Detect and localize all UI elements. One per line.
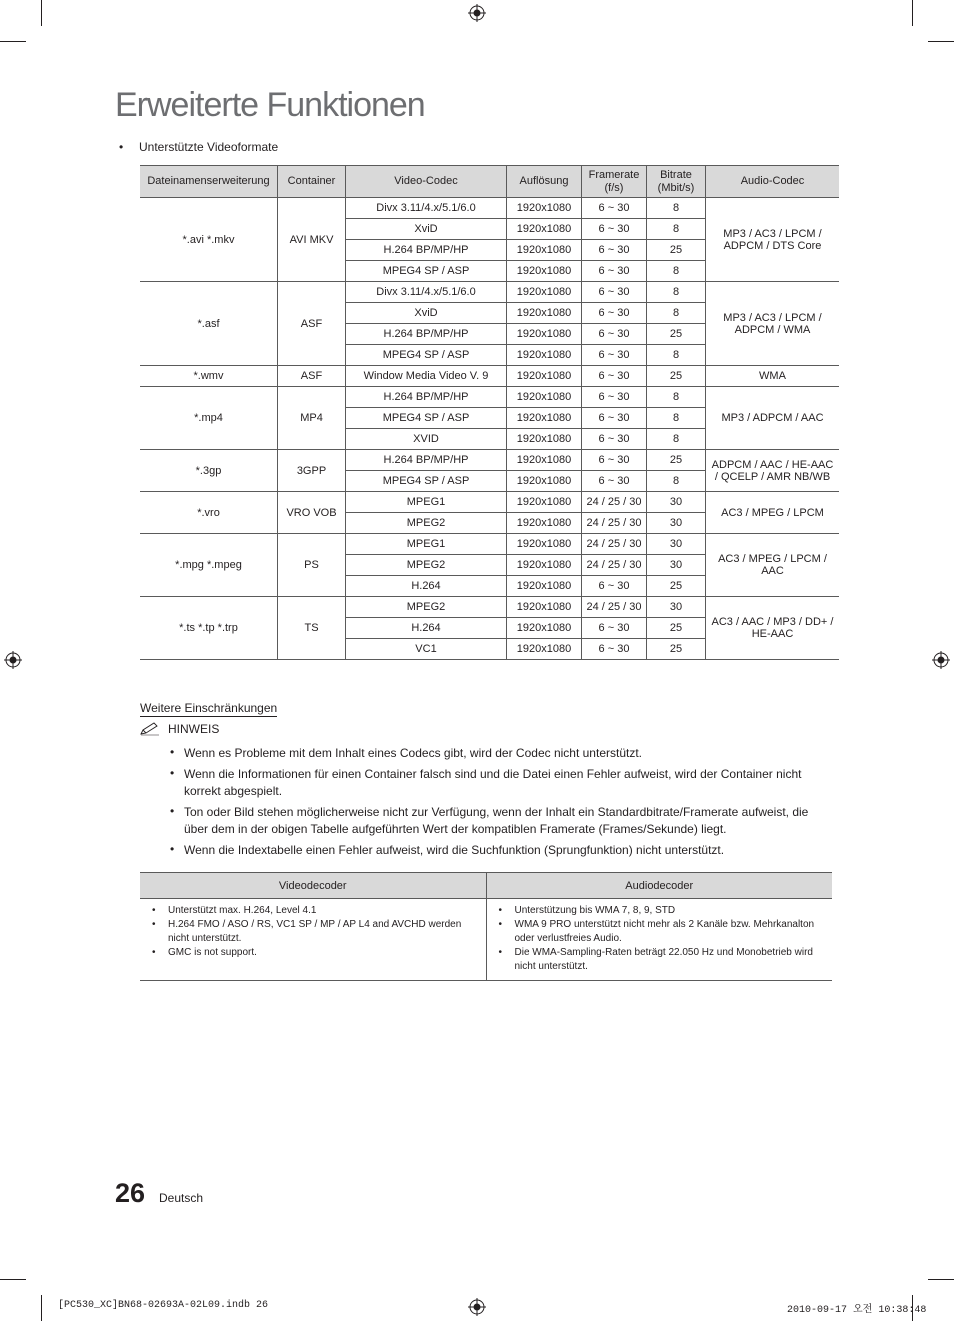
page-number: 26	[115, 1178, 146, 1208]
resolution-cell: 1920x1080	[507, 303, 582, 324]
bitrate-cell: 8	[647, 219, 706, 240]
framerate-cell: 6 ~ 30	[582, 471, 647, 492]
container-cell: ASF	[278, 366, 346, 387]
video-decoder-list	[146, 904, 480, 960]
crop-mark	[41, 0, 42, 26]
table-row	[140, 387, 839, 408]
resolution-cell: 1920x1080	[507, 345, 582, 366]
col-header: Audio-Codec	[706, 166, 840, 198]
audio-codec-cell: MP3 / ADPCM / AAC	[706, 387, 840, 450]
video-decoder-cell	[140, 899, 486, 981]
bitrate-cell: 8	[647, 261, 706, 282]
extension-cell: *.mpg *.mpeg	[140, 534, 278, 597]
resolution-cell: 1920x1080	[507, 198, 582, 219]
container-cell: PS	[278, 534, 346, 597]
resolution-cell: 1920x1080	[507, 555, 582, 576]
list-item: • Die WMA-Sampling-Raten beträgt 22.050 Hz und Monobetrieb wird nicht unterstützt.	[493, 946, 827, 974]
framerate-cell: 6 ~ 30	[582, 324, 647, 345]
framerate-cell: 6 ~ 30	[582, 240, 647, 261]
restrictions-list	[168, 745, 833, 863]
video-codec-cell: XviD	[346, 219, 507, 240]
framerate-cell: 6 ~ 30	[582, 261, 647, 282]
bitrate-cell: 30	[647, 555, 706, 576]
framerate-cell: 6 ~ 30	[582, 387, 647, 408]
framerate-cell: 24 / 25 / 30	[582, 597, 647, 618]
bitrate-cell: 8	[647, 429, 706, 450]
audio-codec-cell: AC3 / MPEG / LPCM / AAC	[706, 534, 840, 597]
audio-codec-cell: WMA	[706, 366, 840, 387]
video-codec-cell: VC1	[346, 639, 507, 660]
crop-mark	[928, 41, 954, 42]
audio-decoder-header: Audiodecoder	[486, 873, 832, 899]
bitrate-cell: 8	[647, 282, 706, 303]
audio-codec-cell: ADPCM / AAC / HE-AAC / QCELP / AMR NB/WB	[706, 450, 840, 492]
list-item: • GMC is not support.	[146, 946, 480, 960]
registration-mark-icon	[932, 651, 950, 669]
pencil-note-icon	[140, 722, 160, 736]
bitrate-cell: 25	[647, 324, 706, 345]
list-item: • Wenn es Probleme mit dem Inhalt eines Codecs gibt, wird der Codec nicht unterstützt.	[168, 745, 833, 762]
extension-cell: *.asf	[140, 282, 278, 366]
video-codec-cell: MPEG2	[346, 513, 507, 534]
framerate-cell: 24 / 25 / 30	[582, 513, 647, 534]
crop-mark	[0, 1279, 26, 1280]
extension-cell: *.wmv	[140, 366, 278, 387]
table-row	[140, 492, 839, 513]
footer-timestamp: 2010-09-17 오전 10:38:48	[787, 1305, 927, 1316]
page-title: Erweiterte Funktionen	[115, 86, 425, 124]
container-cell: 3GPP	[278, 450, 346, 492]
video-codec-cell: XVID	[346, 429, 507, 450]
video-codec-cell: MPEG4 SP / ASP	[346, 408, 507, 429]
table-row	[140, 366, 839, 387]
bullet-icon: •	[119, 140, 124, 154]
bitrate-cell: 30	[647, 534, 706, 555]
bitrate-cell: 8	[647, 471, 706, 492]
bitrate-cell: 30	[647, 513, 706, 534]
crop-mark	[0, 41, 26, 42]
framerate-cell: 6 ~ 30	[582, 408, 647, 429]
bitrate-cell: 25	[647, 618, 706, 639]
col-header: Container	[278, 166, 346, 198]
resolution-cell: 1920x1080	[507, 429, 582, 450]
video-codec-cell: XviD	[346, 303, 507, 324]
video-codec-cell: H.264	[346, 576, 507, 597]
audio-codec-cell: MP3 / AC3 / LPCM / ADPCM / DTS Core	[706, 198, 840, 282]
framerate-cell: 24 / 25 / 30	[582, 534, 647, 555]
resolution-cell: 1920x1080	[507, 513, 582, 534]
bitrate-cell: 8	[647, 303, 706, 324]
framerate-cell: 24 / 25 / 30	[582, 555, 647, 576]
video-codec-cell: MPEG4 SP / ASP	[346, 345, 507, 366]
resolution-cell: 1920x1080	[507, 282, 582, 303]
table-row	[140, 198, 839, 219]
list-item: • H.264 FMO / ASO / RS, VC1 SP / MP / AP L4 and AVCHD werden nicht unterstützt.	[146, 918, 480, 946]
resolution-cell: 1920x1080	[507, 219, 582, 240]
container-cell: ASF	[278, 282, 346, 366]
framerate-cell: 24 / 25 / 30	[582, 492, 647, 513]
table-row	[140, 450, 839, 471]
resolution-cell: 1920x1080	[507, 471, 582, 492]
resolution-cell: 1920x1080	[507, 261, 582, 282]
bitrate-cell: 25	[647, 639, 706, 660]
list-item: • Ton oder Bild stehen möglicherweise nicht zur Verfügung, wenn der Inhalt ein Standardbitrate/Framerate aufweist, die über dem in der obigen Tabelle aufgeführten Wert der kompatiblen Framerate (Frames/Sekunde) liegt.	[168, 804, 833, 838]
audio-decoder-cell	[486, 899, 832, 981]
audio-codec-cell: MP3 / AC3 / LPCM / ADPCM / WMA	[706, 282, 840, 366]
extension-cell: *.avi *.mkv	[140, 198, 278, 282]
note-label: HINWEIS	[168, 722, 220, 736]
audio-codec-cell: AC3 / AAC / MP3 / DD+ / HE-AAC	[706, 597, 840, 660]
framerate-cell: 6 ~ 30	[582, 450, 647, 471]
resolution-cell: 1920x1080	[507, 639, 582, 660]
col-header: Bitrate (Mbit/s)	[647, 166, 706, 198]
list-item: • Unterstützung bis WMA 7, 8, 9, STD	[493, 904, 827, 918]
audio-codec-cell: AC3 / MPEG / LPCM	[706, 492, 840, 534]
restrictions-heading: Weitere Einschränkungen	[140, 701, 278, 715]
framerate-cell: 6 ~ 30	[582, 303, 647, 324]
container-cell: MP4	[278, 387, 346, 450]
video-codec-cell: MPEG4 SP / ASP	[346, 471, 507, 492]
bitrate-cell: 8	[647, 345, 706, 366]
container-cell: VRO VOB	[278, 492, 346, 534]
resolution-cell: 1920x1080	[507, 324, 582, 345]
resolution-cell: 1920x1080	[507, 576, 582, 597]
table-row	[140, 282, 839, 303]
col-header: Video-Codec	[346, 166, 507, 198]
bitrate-cell: 25	[647, 576, 706, 597]
bitrate-cell: 8	[647, 198, 706, 219]
resolution-cell: 1920x1080	[507, 366, 582, 387]
table-row	[140, 597, 839, 618]
list-item: • WMA 9 PRO unterstützt nicht mehr als 2 Kanäle bzw. Mehrkanalton oder verlustfreies Audio.	[493, 918, 827, 946]
note-header	[140, 722, 219, 736]
video-codec-cell: MPEG1	[346, 534, 507, 555]
video-decoder-header: Videodecoder	[140, 873, 486, 899]
audio-decoder-list	[493, 904, 827, 974]
framerate-cell: 6 ~ 30	[582, 429, 647, 450]
crop-mark	[928, 1279, 954, 1280]
col-header: Dateinamenserweiterung	[140, 166, 278, 198]
video-codec-cell: Divx 3.11/4.x/5.1/6.0	[346, 282, 507, 303]
resolution-cell: 1920x1080	[507, 387, 582, 408]
framerate-cell: 6 ~ 30	[582, 345, 647, 366]
bitrate-cell: 25	[647, 366, 706, 387]
framerate-cell: 6 ~ 30	[582, 219, 647, 240]
table-row	[140, 899, 832, 981]
col-header: Framerate (f/s)	[582, 166, 647, 198]
decoder-table	[140, 872, 832, 981]
video-codec-cell: MPEG2	[346, 555, 507, 576]
registration-mark-icon	[468, 4, 486, 22]
framerate-cell: 6 ~ 30	[582, 618, 647, 639]
resolution-cell: 1920x1080	[507, 597, 582, 618]
resolution-cell: 1920x1080	[507, 534, 582, 555]
resolution-cell: 1920x1080	[507, 240, 582, 261]
crop-mark	[41, 1295, 42, 1321]
video-codec-cell: MPEG1	[346, 492, 507, 513]
bitrate-cell: 25	[647, 240, 706, 261]
framerate-cell: 6 ~ 30	[582, 366, 647, 387]
video-codec-cell: H.264 BP/MP/HP	[346, 450, 507, 471]
video-codec-cell: H.264 BP/MP/HP	[346, 324, 507, 345]
bitrate-cell: 30	[647, 597, 706, 618]
framerate-cell: 6 ~ 30	[582, 576, 647, 597]
extension-cell: *.mp4	[140, 387, 278, 450]
list-item: • Unterstützt max. H.264, Level 4.1	[146, 904, 480, 918]
intro-bullet	[119, 140, 278, 154]
page-language: Deutsch	[159, 1191, 204, 1205]
crop-mark	[912, 0, 913, 26]
table-header-row	[140, 873, 832, 899]
video-codec-cell: H.264 BP/MP/HP	[346, 387, 507, 408]
extension-cell: *.vro	[140, 492, 278, 534]
extension-cell: *.ts *.tp *.trp	[140, 597, 278, 660]
bitrate-cell: 8	[647, 408, 706, 429]
video-codec-cell: Window Media Video V. 9	[346, 366, 507, 387]
container-cell: AVI MKV	[278, 198, 346, 282]
resolution-cell: 1920x1080	[507, 618, 582, 639]
list-item: • Wenn die Indextabelle einen Fehler aufweist, wird die Suchfunktion (Sprungfunktion) nicht unterstützt.	[168, 842, 833, 859]
registration-mark-icon	[468, 1298, 486, 1316]
table-row	[140, 534, 839, 555]
video-codec-cell: H.264 BP/MP/HP	[346, 240, 507, 261]
resolution-cell: 1920x1080	[507, 492, 582, 513]
resolution-cell: 1920x1080	[507, 408, 582, 429]
container-cell: TS	[278, 597, 346, 660]
video-codec-cell: H.264	[346, 618, 507, 639]
resolution-cell: 1920x1080	[507, 450, 582, 471]
bitrate-cell: 30	[647, 492, 706, 513]
framerate-cell: 6 ~ 30	[582, 198, 647, 219]
framerate-cell: 6 ~ 30	[582, 282, 647, 303]
list-item: • Wenn die Informationen für einen Container falsch sind und die Datei einen Fehler aufweist, wird der Container nicht korrekt abgespielt.	[168, 766, 833, 800]
footer-file-info: [PC530_XC]BN68-02693A-02L09.indb 26	[58, 1300, 269, 1311]
video-format-table	[140, 165, 839, 660]
video-codec-cell: MPEG4 SP / ASP	[346, 261, 507, 282]
intro-bullet-text: Unterstützte Videoformate	[139, 140, 279, 154]
framerate-cell: 6 ~ 30	[582, 639, 647, 660]
bitrate-cell: 25	[647, 450, 706, 471]
extension-cell: *.3gp	[140, 450, 278, 492]
col-header: Auflösung	[507, 166, 582, 198]
video-codec-cell: MPEG2	[346, 597, 507, 618]
bitrate-cell: 8	[647, 387, 706, 408]
video-codec-cell: Divx 3.11/4.x/5.1/6.0	[346, 198, 507, 219]
table-header-row	[140, 166, 839, 198]
registration-mark-icon	[4, 651, 22, 669]
